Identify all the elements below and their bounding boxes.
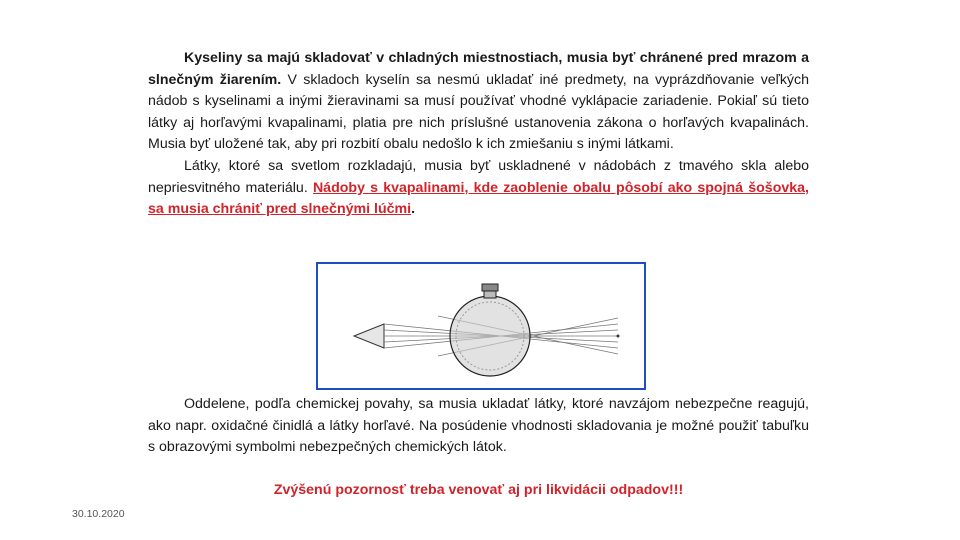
light-source-cone (354, 324, 384, 348)
flask-lens-diagram (318, 264, 643, 387)
paragraph-light-sensitive-body: Látky, ktoré sa svetlom rozkladajú, musia byť uskladnené v nádobách z tmavého skla alebo nepriesvitného materiálu. (148, 157, 809, 196)
paragraph-light-sensitive (148, 156, 809, 221)
text-block-top (148, 48, 809, 221)
lens-warning-highlight: Nádoby s kvapalinami, kde zaoblenie obalu pôsobí ako spojná šošovka, sa musia chrániť pred slnečnými lúčmi (148, 179, 809, 218)
slide-date: 30.10.2020 (72, 508, 125, 520)
round-flask-body (450, 296, 530, 376)
paragraph-acids-lead: Kyseliny sa majú skladovať v chladných miestnostiach, musia byť chránené pred mrazom a slnečným žiarením. (148, 50, 809, 88)
paragraph-separation: Oddelene, podľa chemickej povahy, sa musia ukladať látky, ktoré navzájom nebezpečne reagujú, ako napr. oxidačné činidlá a látky horľavé. Na posúdenie vhodnosti skladovania je možné použiť tabuľku s obrazovými symbolmi nebezpečných chemických látok. (148, 396, 809, 456)
lens-flask-illustration (316, 262, 646, 390)
focal-point (617, 335, 620, 338)
flask-stopper (482, 284, 498, 291)
text-block-bottom (148, 394, 809, 459)
paragraph-acids (148, 48, 809, 156)
waste-disposal-warning: Zvýšenú pozornosť treba venovať aj pri likvidácii odpadov!!! (273, 482, 684, 498)
paragraph-acids-body: V skladoch kyselín sa nesmú ukladať iné predmety, na vyprázdňovanie veľkých nádob s kyselinami a inými žieravinami sa musí používať vhodné vyklápacie zariadenie. Pokiaľ sú tieto látky aj horľavými kvapalinami, platia pre nich príslušné ustanovenia zákona o horľavých kvapalinách. Musia byť uložené tak, aby pri rozbití obalu nedošlo k ich zmiešaniu s inými látkami. (148, 71, 809, 153)
paragraph-end-period: . (411, 201, 416, 218)
